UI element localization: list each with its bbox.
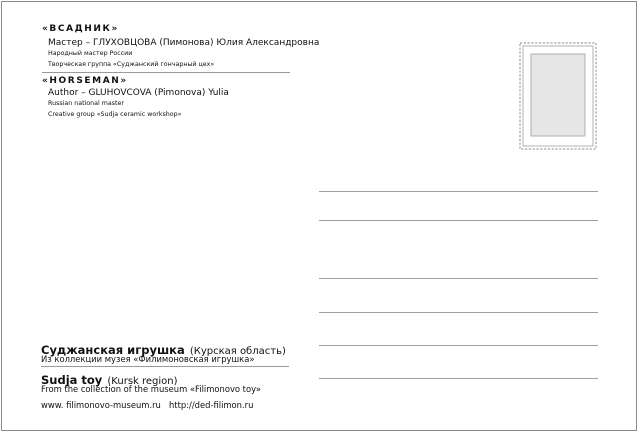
heading-en-region: (Kursk region) xyxy=(107,376,178,387)
collection-en: From the collection of the museum «Filimonovo toy» xyxy=(41,384,262,394)
separator-bottom xyxy=(41,366,289,367)
website-2-link[interactable]: http://ded-filimon.ru xyxy=(169,400,254,410)
website-1-link[interactable]: www. filimonovo-museum.ru xyxy=(41,400,161,410)
rank-ru: Народный мастер России xyxy=(48,50,133,57)
separator-top xyxy=(42,72,290,73)
address-line-3 xyxy=(319,278,598,279)
heading-en-title: Sudja toy xyxy=(41,373,103,387)
address-line-6 xyxy=(319,378,598,379)
collection-ru: Из коллекции музея «Филимоновская игрушка» xyxy=(41,354,255,364)
title-ru: «ВСАДНИК» xyxy=(42,24,119,34)
author-en: Author – GLUHOVCOVA (Pimonova) Yulia xyxy=(48,88,229,98)
group-ru: Творческая группа «Суджанский гончарный цех» xyxy=(48,61,215,68)
stamp-placeholder xyxy=(517,40,599,152)
title-en: «HORSEMAN» xyxy=(42,76,128,86)
address-line-1 xyxy=(319,191,598,192)
address-line-5 xyxy=(319,345,598,346)
heading-ru-title: Суджанская игрушка xyxy=(41,343,185,357)
address-line-4 xyxy=(319,312,598,313)
address-line-2 xyxy=(319,220,598,221)
master-ru: Мастер – ГЛУХОВЦОВА (Пимонова) Юлия Александровна xyxy=(48,38,320,48)
rank-en: Russian national master xyxy=(48,100,124,107)
group-en: Creative group «Sudja ceramic workshop» xyxy=(48,111,182,118)
heading-ru-region: (Курская область) xyxy=(189,346,286,357)
